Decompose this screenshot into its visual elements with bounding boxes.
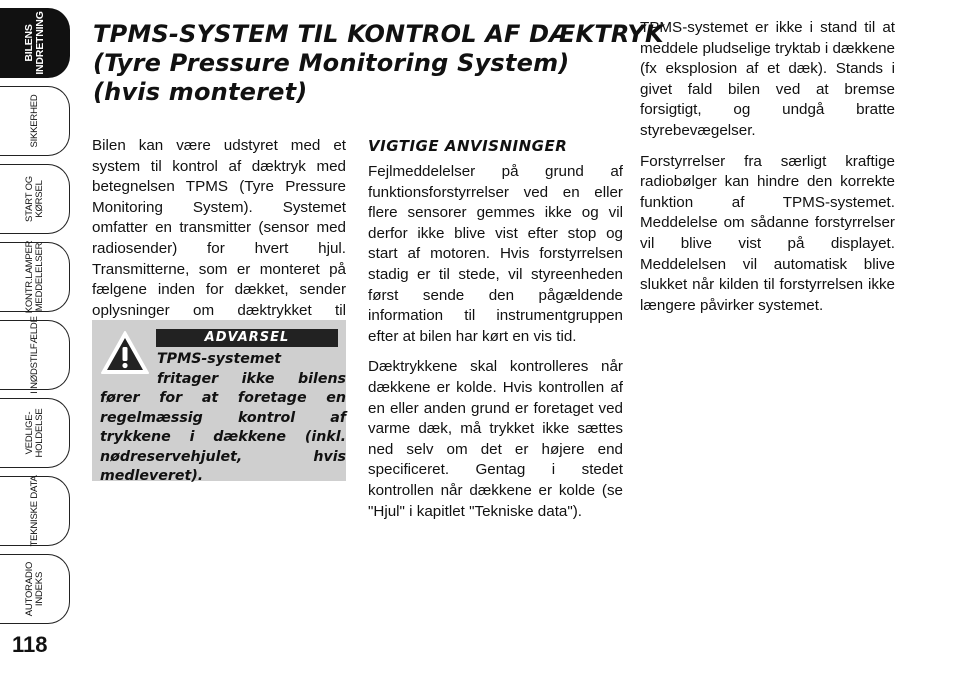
important-paragraph-1: Fejlmeddelelser på grund af funktionsforstyrrelser ved en eller flere sensorer gemmes ikke og vil derfor ikke blive vist efter stop og start af motoren. Hvis forstyrrelsen stadig er til stede, vil styreenheden først sende den pågældende information til instrumentgruppen efter at bilen har kørt en vis tid. (368, 163, 623, 345)
tab-vedligeholdelse[interactable] (0, 398, 70, 468)
right-paragraph-1: TPMS-systemet er ikke i stand til at meddele pludselige tryktab i dækkene (fx eksplosion af et dæk). Stands i givet fald bilen ved at bremse forsigtigt, og undgå bratte styrebevægelser. (640, 19, 895, 139)
tab-label: VEDLIGE- HOLDELSE (23, 408, 45, 458)
tab-bilens-indretning[interactable] (0, 8, 70, 78)
warning-text-block (92, 350, 346, 487)
title-line-2: (Tyre Pressure Monitoring System) (93, 49, 570, 77)
title-line-1: TPMS-SYSTEM TIL KONTROL AF DÆKTRYK (93, 20, 664, 48)
warning-box (92, 320, 346, 484)
tab-label: I NØDSTILFÆLDE (28, 316, 40, 394)
tab-label: TEKNISKE DATA (28, 475, 40, 547)
tab-label: AUTORADIO INDEKS (23, 561, 45, 617)
tab-autoradio-indeks[interactable] (0, 554, 70, 624)
chapter-tabs (0, 0, 72, 677)
page-title (93, 20, 664, 107)
tab-tekniske-data[interactable] (0, 476, 70, 546)
tab-label: START OG KØRSEL (23, 176, 45, 222)
right-paragraph-2: Forstyrrelser fra særligt kraftige radiobølger kan hindre den korrekte funktion af TPMS-systemet. Meddelelse om sådanne forstyrrelser vil blive vist på displayet. Meddelelsen vil automatisk blive slukket når kilden til forstyrrelsen ikke længere påvirker systemet. (640, 152, 895, 314)
important-paragraph-2: Dæktrykkene skal kontrolleres når dækkene er kolde. Hvis kontrollen af en eller anden grund er foretaget ved varme dæk, må trykket ikke sættes ned selv om det er højere end specificeret. Gentag i stedet kontrollen når dækkene er kolde (se "Hjul" i kapitlet "Tekniske data"). (368, 358, 623, 520)
tab-sikkerhed[interactable] (0, 86, 70, 156)
tab-label: BILENS INDRETNING (22, 11, 46, 75)
tab-label: KONTR.LAMPER MEDDELELSER (23, 240, 45, 314)
important-column (368, 136, 623, 532)
tab-label: SIKKERHED (28, 94, 40, 148)
intro-paragraph: Bilen kan være udstyret med et system til kontrol af dæktryk med betegnelsen TPMS (Tyre Pressure Monitoring System). Systemet omfatter en transmitter (sensor med radiosender) for hvert hjul. Transmitterne, som er monteret på fælgene inden for dækket, sender oplysninger om dæktrykket til (92, 137, 346, 319)
important-heading: VIGTIGE ANVISNINGER (368, 137, 568, 155)
right-column (640, 18, 895, 326)
warning-text: TPMS-systemet fritager ikke bilens fører for at foretage en regelmæssig kontrol af trykkene i dækkene (inkl. nødreservehjulet, hvis medleveret). (100, 351, 346, 484)
warning-label: ADVARSEL (156, 329, 338, 347)
tab-kontrollamper[interactable] (0, 242, 70, 312)
tab-start-og-korsel[interactable] (0, 164, 70, 234)
tab-nodstilfaelde[interactable] (0, 316, 70, 394)
page-number: 118 (12, 632, 48, 657)
title-line-3: (hvis monteret) (93, 78, 308, 106)
